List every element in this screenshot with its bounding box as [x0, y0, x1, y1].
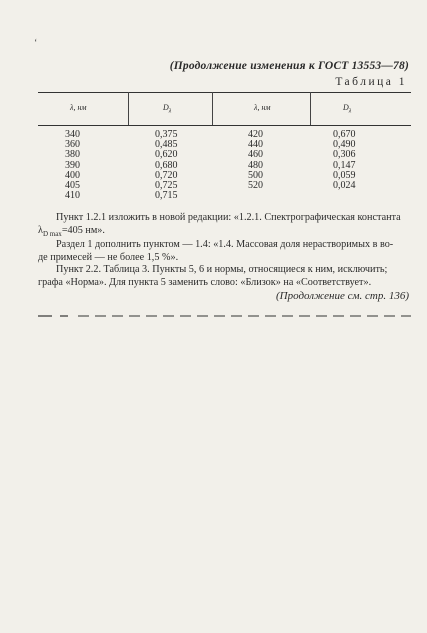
table-label: Таблица 1 — [335, 76, 407, 88]
paragraph-1 — [38, 212, 411, 240]
table-cell: 0,715 — [155, 190, 178, 202]
continuation-footer: (Продолжение см. стр. 136) — [276, 290, 409, 302]
table-top-rule — [38, 92, 411, 93]
table-cell: 0,485 — [155, 139, 178, 151]
paragraph-line: Раздел 1 дополнить пунктом — 1.4: «1.4. Массовая доля нерастворимых в во- — [56, 239, 394, 250]
table-cell: 440 — [248, 139, 263, 151]
table-cell: 0,306 — [333, 149, 356, 161]
table-cell: 360 — [65, 139, 80, 151]
table-cell: 0,725 — [155, 179, 178, 191]
column-divider — [310, 92, 311, 125]
table-cell: 0,375 — [155, 129, 178, 140]
column-divider — [212, 92, 213, 125]
table-cell: 390 — [65, 159, 80, 171]
table-column-lambda-left — [65, 130, 80, 201]
table-cell: 500 — [248, 169, 263, 181]
table-column-lambda-right — [248, 130, 263, 191]
paragraph-line: де примесей — не более 1,5 %». — [38, 251, 179, 263]
table-cell: 0,670 — [333, 129, 356, 140]
table-cell: 460 — [248, 149, 263, 161]
table-cell: 520 — [248, 179, 263, 191]
table-cell: 0,024 — [333, 179, 356, 191]
table-cell: 340 — [65, 129, 80, 140]
table-cell: 400 — [65, 169, 80, 181]
continuation-header: (Продолжение изменения к ГОСТ 13553—78) — [169, 60, 409, 72]
table-column-d-right — [333, 130, 356, 191]
table-cell: 410 — [65, 190, 80, 202]
table-cell: 405 — [65, 179, 80, 191]
table-header-rule — [38, 125, 411, 126]
table-cell: 420 — [248, 129, 263, 140]
paragraph-line — [38, 225, 411, 241]
table-cell: 0,680 — [155, 159, 178, 171]
table-cell: 480 — [248, 159, 263, 171]
paragraph-line: Пункт 2.2. Таблица 3. Пункты 5, 6 и нормы, относящиеся к ним, исключить; — [56, 264, 388, 275]
table-cell: 380 — [65, 149, 80, 161]
paragraph-2 — [38, 239, 411, 264]
paragraph-line: Пункт 1.2.1 изложить в новой редакции: «1.2.1. Спектрографическая константа — [56, 212, 401, 223]
column-header-lambda: λ, нм — [254, 103, 271, 112]
lambda-symbol: λ — [38, 224, 43, 236]
paragraph-line: графа «Норма». Для пункта 5 заменить слово: «Близок» на «Соответствует». — [38, 276, 372, 288]
table-cell: 0,620 — [155, 149, 178, 161]
table-cell: 0,059 — [333, 169, 356, 181]
column-divider — [128, 92, 129, 125]
column-header-d: $D_\lambda$ — [163, 103, 172, 115]
table-column-d-left — [155, 130, 178, 201]
paragraph-3 — [38, 264, 411, 289]
table-cell: 0,147 — [333, 159, 356, 171]
column-header-lambda: λ, нм — [70, 103, 87, 112]
lambda-subscript: D max — [42, 229, 62, 238]
column-header-d: $D_\lambda$ — [343, 103, 352, 115]
separator-dashes — [38, 314, 411, 318]
scan-speck: ʻ — [34, 38, 38, 49]
table-cell: 0,720 — [155, 169, 178, 181]
lambda-value: =405 нм». — [61, 224, 105, 236]
table-cell: 0,490 — [333, 139, 356, 151]
